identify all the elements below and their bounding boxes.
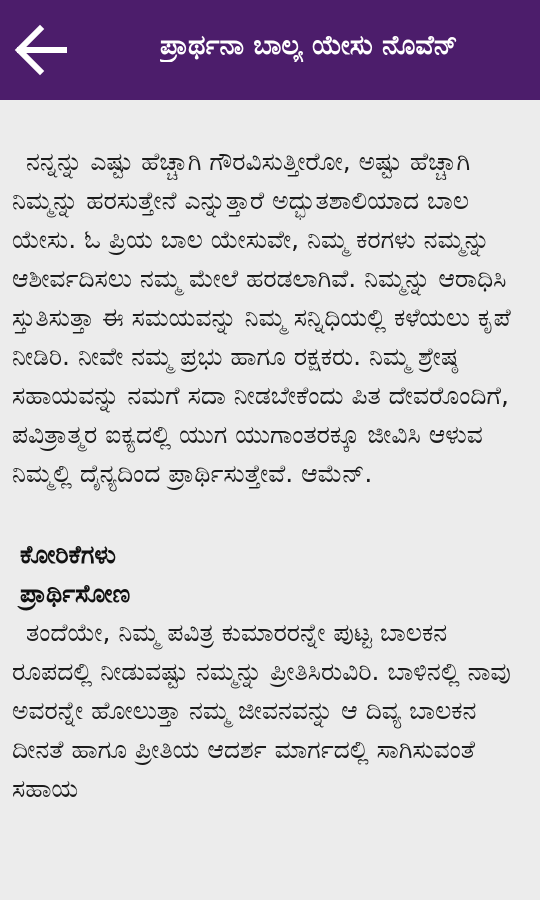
prayer-paragraph: ನನ್ನನ್ನು ಎಷ್ಟು ಹೆಚ್ಚಾಗಿ ಗೌರವಿಸುತ್ತೀರೋ, ಅಷ್ಟು ಹೆಚ್ಚಾಗಿ ನಿಮ್ಮನ್ನು ಹರಸುತ್ತೇನೆ ಎನ್ನುತ್ತಾರೆ ಅದ್ಭುತಶಾಲಿಯಾದ ಬಾಲ ಯೇಸು. ಓ ಪ್ರಿಯ ಬಾಲ ಯೇಸುವೇ, ನಿಮ್ಮ ಕರಗಳು ನಮ್ಮನ್ನು ಆಶೀರ್ವದಿಸಲು ನಮ್ಮ ಮೇಲೆ ಹರಡಲಾಗಿವೆ. ನಿಮ್ಮನ್ನು ಆರಾಧಿಸಿ ಸ್ತುತಿಸುತ್ತಾ ಈ ಸಮಯವನ್ನು ನಿಮ್ಮ ಸನ್ನಿಧಿಯಲ್ಲಿ ಕಳೆಯಲು ಕೃಪೆ ನೀಡಿರಿ. ನೀವೇ ನಮ್ಮ ಪ್ರಭು ಹಾಗೂ ರಕ್ಷಕರು. ನಿಮ್ಮ ಶ್ರೇಷ್ಠ ಸಹಾಯವನ್ನು ನಮಗೆ ಸದಾ ನೀಡಬೇಕೆಂದು ಪಿತ ದೇವರೊಂದಿಗೆ, ಪವಿತ್ರಾತ್ಮರ ಐಕ್ಯದಲ್ಲಿ ಯುಗ ಯುಗಾಂತರಕ್ಕೂ ಜೀವಿಸಿ ಆಳುವ ನಿಮ್ಮಲ್ಲಿ ದೈನ್ಯದಿಂದ ಪ್ರಾರ್ಥಿಸುತ್ತೇವೆ. ಆಮೆನ್. xyxy=(12,147,511,488)
section-heading-petitions: ಕೋರಿಕೆಗಳು xyxy=(20,540,116,569)
prayer-paragraph-2: ತಂದೆಯೇ, ನಿಮ್ಮ ಪವಿತ್ರ ಕುಮಾರರನ್ನೇ ಪುಟ್ಟ ಬಾಲಕನ ರೂಪದಲ್ಲಿ ನೀಡುವಷ್ಟು ನಮ್ಮನ್ನು ಪ್ರೀತಿಸಿರುವಿರಿ. ಬಾಳಿನಲ್ಲಿ ನಾವು ಅವರನ್ನೇ ಹೋಲುತ್ತಾ ನಮ್ಮ ಜೀವನವನ್ನು ಆ ದಿವ್ಯ ಬಾಲಕನ ದೀನತೆ ಹಾಗೂ ಪ್ರೀತಿಯ ಆದರ್ಶ ಮಾರ್ಗದಲ್ಲಿ ಸಾಗಿಸುವಂತೆ ಸಹಾಯ xyxy=(12,618,511,803)
page-title: ಪ್ರಾರ್ಥನಾ ಬಾಲ್ಯ ಯೇಸು ನೊವೆನ್ xyxy=(160,30,458,61)
prayer-content[interactable] xyxy=(0,100,540,900)
arrow-left-icon xyxy=(10,22,72,78)
back-button[interactable] xyxy=(10,22,72,78)
app-bar xyxy=(0,0,540,100)
section-heading-let-us-pray: ಪ್ರಾರ್ಥಿಸೋಣ xyxy=(20,579,131,608)
